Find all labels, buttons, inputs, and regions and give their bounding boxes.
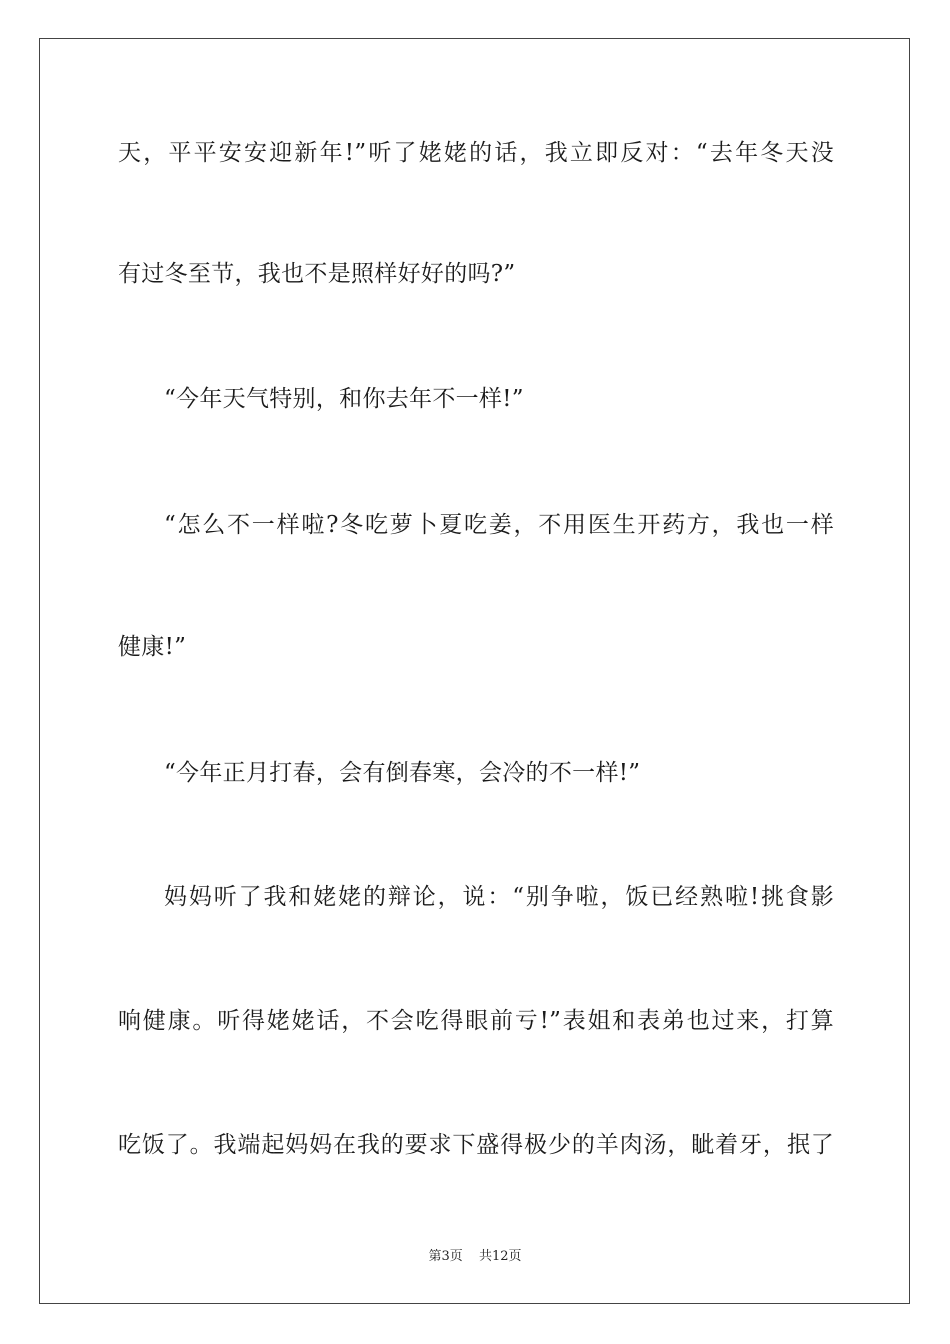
page-number: 第3页 <box>428 1249 463 1264</box>
text-line-1: 天，平平安安迎新年!”听了姥姥的话，我立即反对：“去年冬天没 <box>118 140 834 166</box>
text-line-5: 健康!” <box>118 634 187 660</box>
text-line-2: 有过冬至节，我也不是照样好好的吗?” <box>118 261 516 287</box>
page-frame <box>39 38 910 1304</box>
text-line-8: 响健康。听得姥姥话，不会吃得眼前亏!”表姐和表弟也过来，打算 <box>118 1008 834 1034</box>
text-line-6: “今年正月打春，会有倒春寒，会冷的不一样!” <box>164 760 641 786</box>
text-line-3: “今年天气特别，和你去年不一样!” <box>164 386 524 412</box>
page-footer <box>0 1248 950 1266</box>
total-pages: 共12页 <box>478 1249 522 1264</box>
text-line-4: “怎么不一样啦?冬吃萝卜夏吃姜，不用医生开药方，我也一样 <box>164 512 834 538</box>
text-line-9: 吃饭了。我端起妈妈在我的要求下盛得极少的羊肉汤，眦着牙，抿了 <box>118 1132 834 1158</box>
text-line-7: 妈妈听了我和姥姥的辩论，说：“别争啦，饭已经熟啦!挑食影 <box>164 884 834 910</box>
